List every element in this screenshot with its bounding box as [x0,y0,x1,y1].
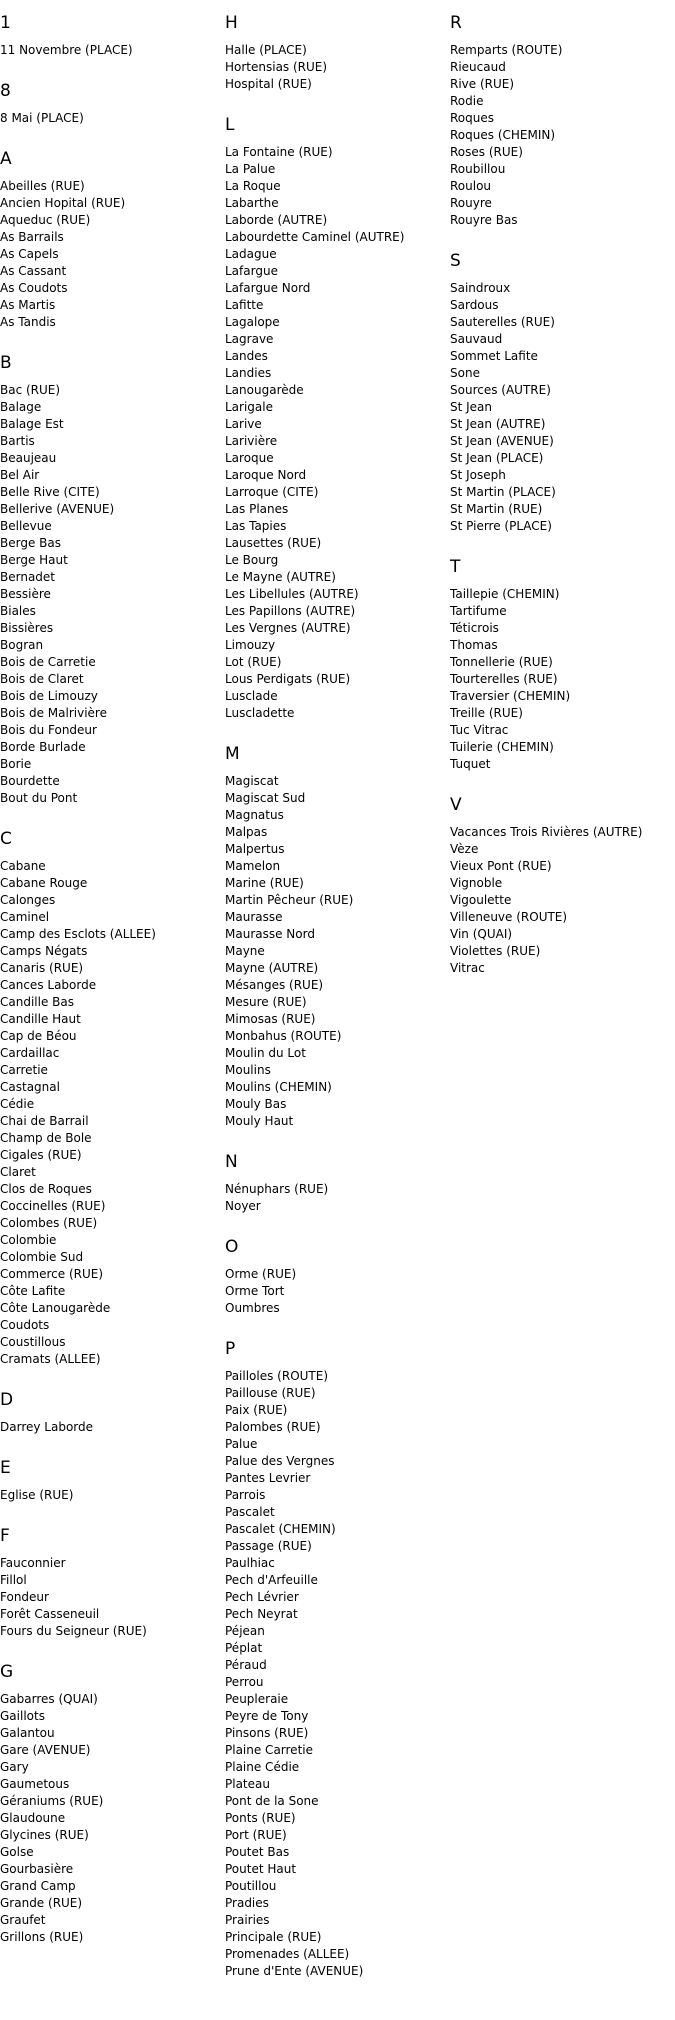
section-letter-heading: 8 [0,81,11,101]
street-name: Poutet Haut [225,1862,297,1876]
street-name: Bartis [0,434,35,448]
street-name: Orme Tort [225,1284,285,1298]
street-name: Gary [0,1760,29,1774]
street-name: Mouly Haut [225,1114,294,1128]
street-list [0,382,225,807]
street-name: Lagalope [225,315,280,329]
section-letter-heading: O [225,1237,239,1257]
section-letter-heading: H [225,13,238,33]
street-name: Labourdette Caminel (AUTRE) [225,230,405,244]
street-name: Vieux Pont (RUE) [450,859,552,873]
street-name: Côte Lafite [0,1284,66,1298]
street-name: Bout du Pont [0,791,78,805]
street-name: Roques [450,111,494,125]
street-name: Maurasse Nord [225,927,315,941]
street-name: St Joseph [450,468,506,482]
street-name: Taillepie (CHEMIN) [450,587,560,601]
street-name: Cigales (RUE) [0,1148,82,1162]
street-name: Limouzy [225,638,276,652]
street-name: La Palue [225,162,276,176]
street-name: Roubillou [450,162,506,176]
street-name: Mimosas (RUE) [225,1012,316,1026]
street-name: Cap de Béou [0,1029,77,1043]
street-name: Moulin du Lot [225,1046,306,1060]
street-name: Vacances Trois Rivières (AUTRE) [450,825,643,839]
street-name: Saindroux [450,281,511,295]
street-name: Glycines (RUE) [0,1828,89,1842]
street-name: Poutet Bas [225,1845,290,1859]
street-name: Balage Est [0,417,64,431]
street-name: Larivière [225,434,278,448]
street-name: Tuquet [450,757,491,771]
street-name: Mayne [225,944,265,958]
street-name: Mésanges (RUE) [225,978,324,992]
street-name: Pascalet [225,1505,275,1519]
street-name: Bel Air [0,468,40,482]
street-name: Paillouse (RUE) [225,1386,316,1400]
street-name: Lagrave [225,332,274,346]
street-name: Bissières [0,621,54,635]
street-name: Cédie [0,1097,35,1111]
street-name: Camps Négats [0,944,88,958]
street-name: As Coudots [0,281,68,295]
letter-section [0,148,225,331]
street-name: Traversier (CHEMIN) [450,689,571,703]
street-name: Monbahus (ROUTE) [225,1029,342,1043]
street-name: Darrey Laborde [0,1420,94,1434]
section-letter-heading: T [450,557,461,577]
street-name: Treille (RUE) [450,706,523,720]
section-letter-heading: 1 [0,13,11,33]
street-name: Magnatus [225,808,284,822]
street-list [0,110,225,127]
street-name: Borde Burlade [0,740,86,754]
street-list [0,1691,225,1946]
section-letter-heading: E [0,1458,11,1478]
street-name: Remparts (ROUTE) [450,43,563,57]
letter-section [225,114,450,722]
street-name: Commerce (RUE) [0,1267,104,1281]
section-letter-heading: C [0,829,12,849]
street-name: Gaumetous [0,1777,70,1791]
street-name: Balage [0,400,42,414]
street-name: Poutillou [225,1879,277,1893]
street-name: Cardaillac [0,1046,60,1060]
street-name: Bessière [0,587,51,601]
street-name: Luscladette [225,706,295,720]
street-name: Lanougarède [225,383,304,397]
street-name: Larigale [225,400,273,414]
letter-section [225,1338,450,1980]
street-list [450,824,675,977]
street-name: Landies [225,366,272,380]
street-name: Mouly Bas [225,1097,287,1111]
street-name: Mayne (AUTRE) [225,961,319,975]
street-name: Palombes (RUE) [225,1420,321,1434]
street-list [225,1181,450,1215]
street-name: Bogran [0,638,44,652]
section-letter-heading: L [225,115,235,135]
street-list [450,42,675,229]
street-name: Lafargue [225,264,278,278]
street-name: Orme (RUE) [225,1267,297,1281]
street-name: Chai de Barrail [0,1114,89,1128]
section-letter-heading: R [450,13,462,33]
street-name: Las Tapies [225,519,287,533]
street-name: Tuc Vitrac [450,723,509,737]
street-name: Belle Rive (CITE) [0,485,100,499]
street-name: Lous Perdigats (RUE) [225,672,351,686]
street-name: Coudots [0,1318,50,1332]
street-name: Abeilles (RUE) [0,179,85,193]
street-name: 11 Novembre (PLACE) [0,43,133,57]
street-name: Castagnal [0,1080,60,1094]
street-name: Côte Lanougarède [0,1301,111,1315]
street-name: Clos de Roques [0,1182,92,1196]
section-letter-heading: G [0,1662,14,1682]
street-name: Moulins (CHEMIN) [225,1080,332,1094]
street-name: Prairies [225,1913,270,1927]
street-name: Bois de Claret [0,672,84,686]
street-name: Berge Bas [0,536,61,550]
street-name: Tartifume [450,604,507,618]
street-name: Larive [225,417,262,431]
street-name: Fondeur [0,1590,49,1604]
street-name: Beaujeau [0,451,57,465]
street-name: Martin Pêcheur (RUE) [225,893,354,907]
street-name: Vigoulette [450,893,512,907]
street-name: Bellerive (AVENUE) [0,502,115,516]
street-name: Coccinelles (RUE) [0,1199,106,1213]
street-name: Pradies [225,1896,269,1910]
street-name: As Capels [0,247,59,261]
street-name: Malpas [225,825,268,839]
street-name: Les Vergnes (AUTRE) [225,621,351,635]
street-name: Oumbres [225,1301,280,1315]
street-name: Gabarres (QUAI) [0,1692,98,1706]
street-name: Rodie [450,94,484,108]
street-name: Coustillous [0,1335,66,1349]
street-name: As Martis [0,298,56,312]
street-name: Le Bourg [225,553,279,567]
street-name: Fillol [0,1573,27,1587]
street-name: Bois de Carretie [0,655,96,669]
street-name: Tuilerie (CHEMIN) [450,740,554,754]
street-name: As Barrails [0,230,64,244]
street-name: Fauconnier [0,1556,66,1570]
street-name: Candille Haut [0,1012,81,1026]
letter-section [450,250,675,535]
street-name: Pech Lévrier [225,1590,299,1604]
street-name: Graufet [0,1913,46,1927]
street-name: Grillons (RUE) [0,1930,84,1944]
street-name: Vitrac [450,961,485,975]
street-name: Bac (RUE) [0,383,61,397]
section-letter-heading: A [0,149,12,169]
street-name: Fours du Seigneur (RUE) [0,1624,147,1638]
street-name: Bellevue [0,519,52,533]
street-name: Passage (RUE) [225,1539,312,1553]
street-name: Laroque Nord [225,468,307,482]
street-name: Pascalet (CHEMIN) [225,1522,336,1536]
street-name: Malpertus [225,842,285,856]
street-name: Mesure (RUE) [225,995,307,1009]
street-name: Lafitte [225,298,264,312]
street-name: Téticrois [450,621,499,635]
street-name: Lafargue Nord [225,281,311,295]
street-name: Gaillots [0,1709,45,1723]
letter-section [450,794,675,977]
street-name: Palue des Vergnes [225,1454,335,1468]
street-name: Eglise (RUE) [0,1488,74,1502]
letter-section [0,352,225,807]
street-name: Galantou [0,1726,55,1740]
street-name: La Roque [225,179,281,193]
street-name: Canaris (RUE) [0,961,84,975]
street-name: As Cassant [0,264,67,278]
street-name: Lusclade [225,689,278,703]
street-name: 8 Mai (PLACE) [0,111,84,125]
street-name: Pont de la Sone [225,1794,319,1808]
street-list [225,144,450,722]
street-list [225,42,450,93]
street-index-column-1 [0,12,225,1967]
street-name: Candille Bas [0,995,74,1009]
street-name: Le Mayne (AUTRE) [225,570,336,584]
street-name: Gourbasière [0,1862,74,1876]
street-name: Aqueduc (RUE) [0,213,91,227]
street-name: Rouyre Bas [450,213,518,227]
street-name: Ponts (RUE) [225,1811,296,1825]
street-name: Labarthe [225,196,279,210]
street-name: Peupleraie [225,1692,289,1706]
street-name: St Jean (AUTRE) [450,417,546,431]
street-list [0,1419,225,1436]
street-index-column-2 [225,12,450,2001]
street-name: Marine (RUE) [225,876,304,890]
street-name: Grande (RUE) [0,1896,83,1910]
section-letter-heading: S [450,251,461,271]
street-name: Hortensias (RUE) [225,60,328,74]
street-name: Nénuphars (RUE) [225,1182,329,1196]
street-name: Lausettes (RUE) [225,536,322,550]
street-name: Carretie [0,1063,48,1077]
street-name: Borie [0,757,32,771]
street-name: Glaudoune [0,1811,66,1825]
street-name: Ancien Hopital (RUE) [0,196,126,210]
street-name: Hospital (RUE) [225,77,312,91]
street-name: Paix (RUE) [225,1403,288,1417]
street-name: Halle (PLACE) [225,43,307,57]
street-name: Berge Haut [0,553,68,567]
street-name: Pailloles (ROUTE) [225,1369,329,1383]
section-letter-heading: D [0,1390,14,1410]
street-name: Rive (RUE) [450,77,515,91]
street-name: Péplat [225,1641,263,1655]
street-name: Les Libellules (AUTRE) [225,587,359,601]
street-name: Noyer [225,1199,261,1213]
street-name: La Fontaine (RUE) [225,145,333,159]
street-name: Sources (AUTRE) [450,383,551,397]
street-name: Sauterelles (RUE) [450,315,555,329]
street-name: Laroque [225,451,274,465]
street-name: Biales [0,604,36,618]
street-list [0,178,225,331]
street-name: St Jean (PLACE) [450,451,544,465]
street-name: St Pierre (PLACE) [450,519,552,533]
letter-section [225,743,450,1130]
street-name: Larroque (CITE) [225,485,319,499]
street-name: Roses (RUE) [450,145,523,159]
street-name: Magiscat Sud [225,791,306,805]
street-name: Pinsons (RUE) [225,1726,309,1740]
section-letter-heading: F [0,1526,10,1546]
street-name: Plateau [225,1777,270,1791]
street-name: Caminel [0,910,50,924]
street-name: Grand Camp [0,1879,76,1893]
street-name: Forêt Casseneuil [0,1607,100,1621]
street-name: Vin (QUAI) [450,927,513,941]
street-name: Vignoble [450,876,503,890]
letter-section [0,828,225,1368]
street-list [0,858,225,1368]
street-name: Sauvaud [450,332,503,346]
street-name: Champ de Bole [0,1131,92,1145]
letter-section [0,1661,225,1946]
letter-section [0,80,225,127]
street-name: Gare (AVENUE) [0,1743,91,1757]
street-name: Rieucaud [450,60,506,74]
section-letter-heading: M [225,744,240,764]
street-name: Sone [450,366,480,380]
street-name: Mamelon [225,859,281,873]
street-name: Plaine Cédie [225,1760,300,1774]
street-name: Colombes (RUE) [0,1216,98,1230]
street-name: Calonges [0,893,56,907]
street-name: Violettes (RUE) [450,944,541,958]
street-name: Tourterelles (RUE) [450,672,558,686]
street-name: Villeneuve (ROUTE) [450,910,568,924]
street-name: Lot (RUE) [225,655,282,669]
street-name: Sardous [450,298,499,312]
street-list [225,773,450,1130]
street-name: Tonnellerie (RUE) [450,655,553,669]
street-name: St Martin (RUE) [450,502,543,516]
street-name: Ladague [225,247,277,261]
street-name: Las Planes [225,502,289,516]
street-name: Bois de Malrivière [0,706,107,720]
street-name: Port (RUE) [225,1828,287,1842]
street-name: Palue [225,1437,258,1451]
street-name: Peyre de Tony [225,1709,309,1723]
street-name: Camp des Esclots (ALLEE) [0,927,156,941]
street-name: Landes [225,349,268,363]
letter-section [0,12,225,59]
street-name: Pech Neyrat [225,1607,298,1621]
letter-section [0,1525,225,1640]
street-name: Bois du Fondeur [0,723,97,737]
street-list [0,1487,225,1504]
street-name: Laborde (AUTRE) [225,213,328,227]
street-name: Roulou [450,179,492,193]
section-letter-heading: B [0,353,12,373]
street-list [450,586,675,773]
street-name: Thomas [450,638,498,652]
section-letter-heading: V [450,795,462,815]
street-name: Cabane Rouge [0,876,88,890]
street-list [225,1368,450,1980]
street-name: St Jean [450,400,493,414]
street-name: Claret [0,1165,36,1179]
street-name: Plaine Carretie [225,1743,313,1757]
street-name: Moulins [225,1063,271,1077]
street-name: Géraniums (RUE) [0,1794,104,1808]
street-name: Principale (RUE) [225,1930,322,1944]
street-name: As Tandis [0,315,56,329]
street-name: Bois de Limouzy [0,689,98,703]
street-name: Rouyre [450,196,492,210]
street-list [0,42,225,59]
street-name: St Martin (PLACE) [450,485,556,499]
street-name: Paulhiac [225,1556,275,1570]
street-name: Bernadet [0,570,56,584]
letter-section [0,1457,225,1504]
street-name: Colombie Sud [0,1250,84,1264]
street-list [450,280,675,535]
letter-section [450,12,675,229]
street-name: Roques (CHEMIN) [450,128,556,142]
street-index-column-3 [450,12,675,998]
street-name: St Jean (AVENUE) [450,434,554,448]
letter-section [225,1236,450,1317]
street-name: Péraud [225,1658,267,1672]
street-name: Promenades (ALLEE) [225,1947,350,1961]
street-list [0,1555,225,1640]
street-name: Pantes Levrier [225,1471,311,1485]
street-name: Vèze [450,842,479,856]
street-name: Perrou [225,1675,264,1689]
letter-section [225,1151,450,1215]
street-name: Bourdette [0,774,60,788]
street-name: Cramats (ALLEE) [0,1352,101,1366]
section-letter-heading: P [225,1339,236,1359]
street-name: Magiscat [225,774,279,788]
street-name: Golse [0,1845,34,1859]
letter-section [0,1389,225,1436]
street-list [225,1266,450,1317]
street-name: Cances Laborde [0,978,97,992]
street-name: Maurasse [225,910,283,924]
street-name: Pech d'Arfeuille [225,1573,318,1587]
letter-section [225,12,450,93]
street-name: Prune d'Ente (AVENUE) [225,1964,364,1978]
street-name: Parrois [225,1488,266,1502]
street-name: Les Papillons (AUTRE) [225,604,356,618]
street-name: Sommet Lafite [450,349,538,363]
street-name: Péjean [225,1624,265,1638]
street-name: Colombie [0,1233,57,1247]
letter-section [450,556,675,773]
street-name: Cabane [0,859,46,873]
section-letter-heading: N [225,1152,238,1172]
